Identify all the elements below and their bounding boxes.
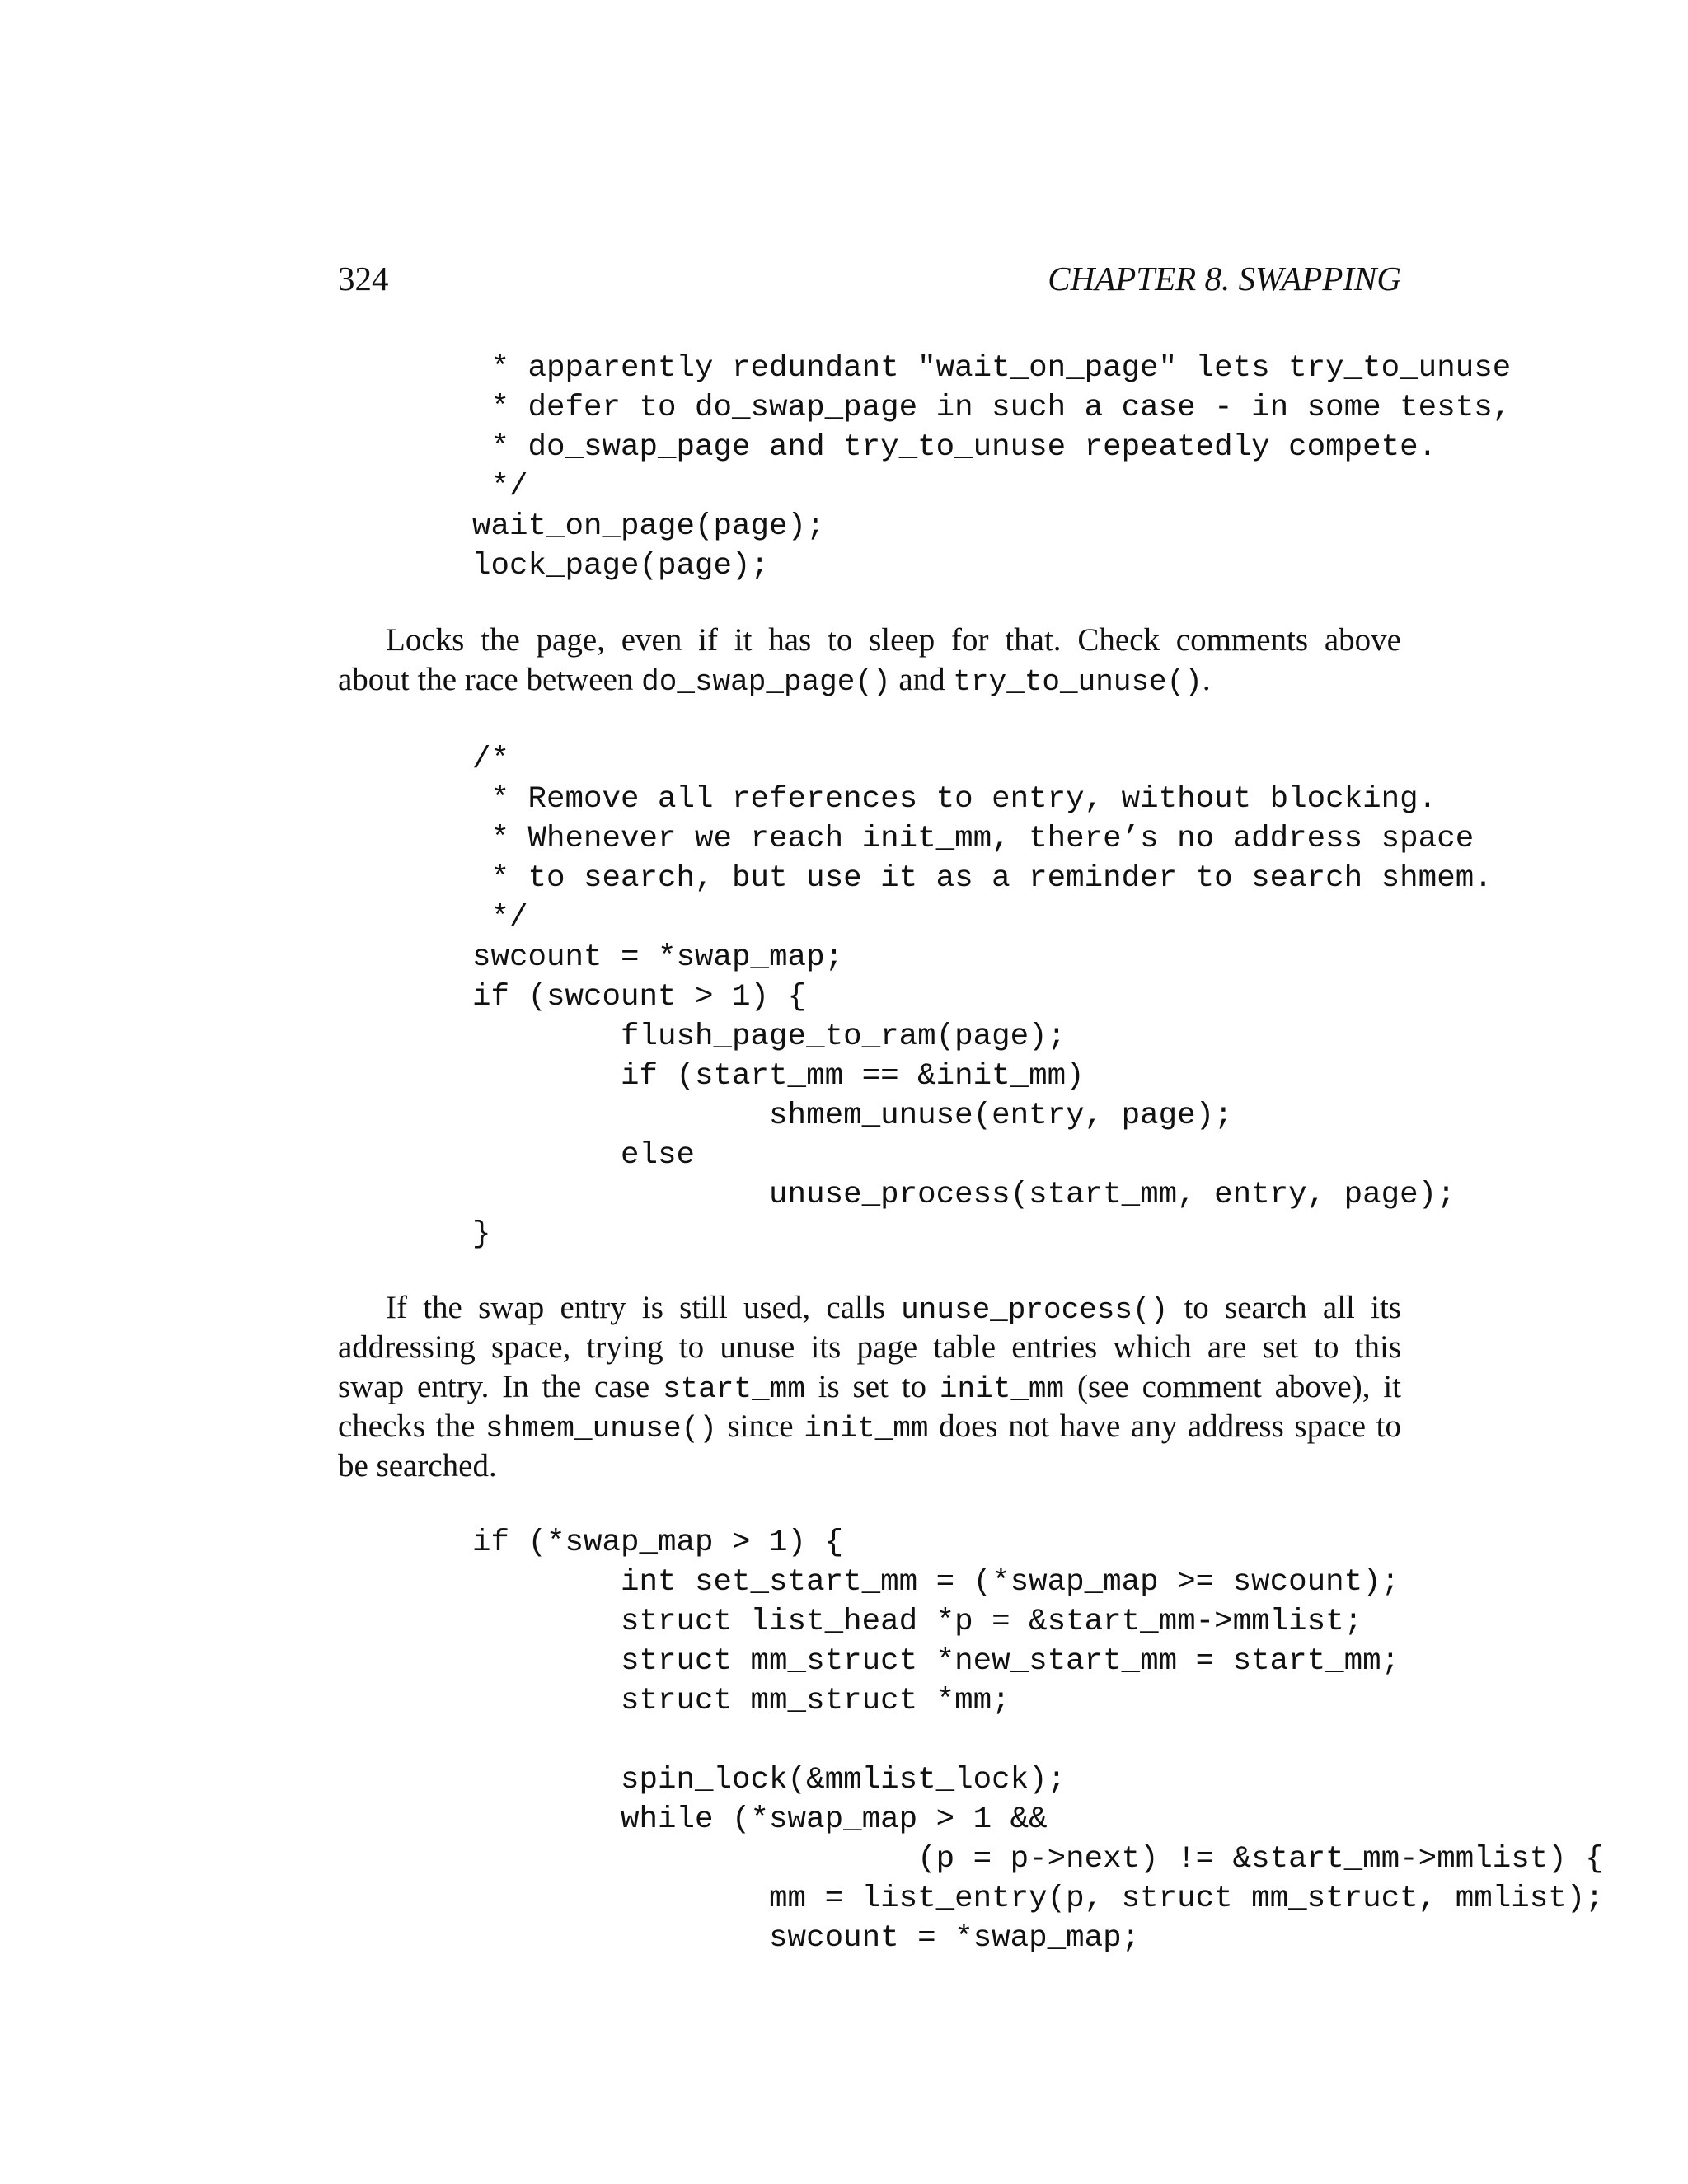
code-line: */	[472, 470, 528, 504]
paragraph-line	[338, 1288, 1401, 1328]
code-line: struct list_head *p = &start_mm->mmlist;	[472, 1605, 1363, 1639]
paragraph-line	[338, 660, 1401, 700]
code-line: if (start_mm == &init_mm)	[472, 1059, 1085, 1094]
inline-code: init_mm	[939, 1372, 1065, 1406]
code-line: * to search, but use it as a reminder to search shmem.	[472, 861, 1493, 896]
code-line: flush_page_to_ram(page);	[472, 1019, 1067, 1054]
page-number: 324	[338, 260, 389, 298]
code-line: if (*swap_map > 1) {	[472, 1526, 844, 1560]
inline-code: unuse_process()	[901, 1293, 1169, 1327]
code-line: * Whenever we reach init_mm, there’s no address space	[472, 822, 1475, 856]
inline-code: shmem_unuse()	[485, 1412, 717, 1446]
inline-code: start_mm	[663, 1372, 805, 1406]
running-head: CHAPTER 8. SWAPPING	[1048, 260, 1401, 298]
paragraph-line	[338, 1407, 1401, 1446]
code-line: * Remove all references to entry, without blocking.	[472, 782, 1437, 817]
code-line: struct mm_struct *mm;	[472, 1684, 1010, 1718]
code-line: if (swcount > 1) {	[472, 980, 807, 1015]
code-line: else	[472, 1138, 696, 1173]
inline-code: do_swap_page()	[641, 665, 891, 699]
code-line: */	[472, 901, 528, 935]
code-line: * apparently redundant "wait_on_page" lets try_to_unuse	[472, 351, 1512, 386]
code-line: shmem_unuse(entry, page);	[472, 1099, 1233, 1133]
code-line: * do_swap_page and try_to_unuse repeatedly compete.	[472, 430, 1437, 465]
code-line: (p = p->next) != &start_mm->mmlist) {	[472, 1842, 1604, 1877]
code-block-swap-map-loop	[472, 1523, 1604, 1958]
text-run: If the swap entry is still used, calls	[386, 1290, 902, 1325]
code-line: swcount = *swap_map;	[472, 1921, 1141, 1956]
text-run: and	[890, 662, 954, 697]
text-run: about the race between	[338, 662, 642, 697]
code-line	[472, 1721, 1604, 1760]
code-line: }	[472, 1217, 491, 1252]
code-line: wait_on_page(page);	[472, 509, 825, 544]
code-line: mm = list_entry(p, struct mm_struct, mmlist);	[472, 1882, 1604, 1916]
code-line: /*	[472, 743, 510, 777]
paragraph-locks-page	[338, 621, 1401, 700]
code-line: spin_lock(&mmlist_lock);	[472, 1763, 1067, 1797]
code-line: * defer to do_swap_page in such a case - in some tests,	[472, 391, 1512, 425]
text-run: swap entry. In the case	[338, 1369, 663, 1404]
paragraph-line: Locks the page, even if it has to sleep for that. Check comments above	[386, 622, 1401, 658]
code-line: int set_start_mm = (*swap_map >= swcount);	[472, 1565, 1400, 1600]
code-line: while (*swap_map > 1 &&	[472, 1802, 1048, 1837]
text-run: (see comment above), it	[1064, 1369, 1401, 1404]
paragraph-line	[338, 1367, 1401, 1407]
code-line: lock_page(page);	[472, 549, 770, 583]
text-run: .	[1202, 662, 1211, 697]
text-run: does not have any address space to	[928, 1408, 1401, 1444]
text-run: to search all its	[1168, 1290, 1401, 1325]
code-line: swcount = *swap_map;	[472, 940, 844, 975]
paragraph-line: addressing space, trying to unuse its page table entries which are set to this	[338, 1329, 1401, 1365]
code-block-remove-references	[472, 740, 1493, 1254]
text-run: since	[716, 1408, 804, 1444]
code-line: struct mm_struct *new_start_mm = start_mm;	[472, 1644, 1400, 1679]
text-run: checks the	[338, 1408, 485, 1444]
code-block-comment-wait-on-page	[472, 349, 1511, 586]
paragraph-line: be searched.	[338, 1448, 497, 1483]
inline-code: init_mm	[804, 1412, 929, 1446]
page-header	[338, 254, 1401, 303]
text-run: is set to	[804, 1369, 940, 1404]
inline-code: try_to_unuse()	[953, 665, 1203, 699]
code-line: unuse_process(start_mm, entry, page);	[472, 1178, 1456, 1212]
paragraph-swap-entry-still-used	[338, 1288, 1401, 1486]
